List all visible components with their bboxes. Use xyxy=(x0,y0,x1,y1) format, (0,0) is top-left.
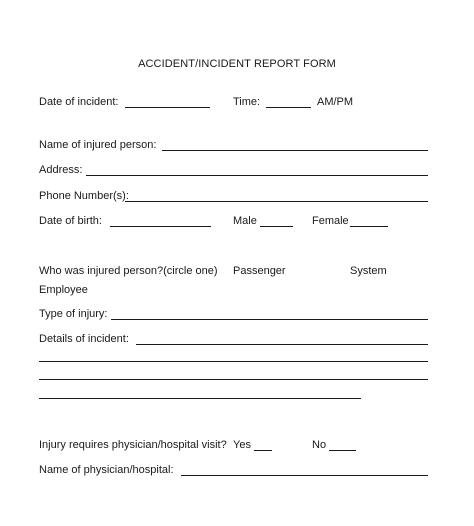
dob-field[interactable] xyxy=(110,226,211,227)
male-field[interactable] xyxy=(260,226,293,227)
date-of-incident-label: Date of incident: xyxy=(39,96,119,108)
details-field-line-1[interactable] xyxy=(136,344,428,345)
physician-name-label: Name of physician/hospital: xyxy=(39,464,174,476)
passenger-option[interactable]: Passenger xyxy=(233,265,286,277)
date-of-incident-field[interactable] xyxy=(125,107,210,108)
female-field[interactable] xyxy=(350,226,388,227)
female-label: Female xyxy=(312,215,349,227)
physician-name-field[interactable] xyxy=(181,475,428,476)
injury-type-field[interactable] xyxy=(111,319,428,320)
address-label: Address: xyxy=(39,164,83,176)
no-label: No xyxy=(312,439,327,451)
time-field[interactable] xyxy=(266,107,311,108)
male-label: Male xyxy=(233,215,257,227)
employee-option[interactable]: Employee xyxy=(39,284,88,296)
yes-label: Yes xyxy=(233,439,251,451)
who-injured-label: Who was injured person?(circle one) xyxy=(39,265,218,277)
injured-name-field[interactable] xyxy=(162,150,428,151)
address-field[interactable] xyxy=(86,175,428,176)
no-field[interactable] xyxy=(329,450,356,451)
details-field-line-4[interactable] xyxy=(39,398,361,399)
form-title: ACCIDENT/INCIDENT REPORT FORM xyxy=(138,58,336,70)
phone-field[interactable] xyxy=(125,201,428,202)
details-field-line-2[interactable] xyxy=(39,361,428,362)
yes-field[interactable] xyxy=(254,450,272,451)
am-pm-label: AM/PM xyxy=(317,96,354,108)
details-label: Details of incident: xyxy=(39,333,129,345)
injured-name-label: Name of injured person: xyxy=(39,139,157,151)
details-field-line-3[interactable] xyxy=(39,379,428,380)
physician-visit-label: Injury requires physician/hospital visit? xyxy=(39,439,227,451)
dob-label: Date of birth: xyxy=(39,215,102,227)
time-label: Time: xyxy=(233,96,261,108)
injury-type-label: Type of injury: xyxy=(39,308,108,320)
system-option[interactable]: System xyxy=(350,265,387,277)
phone-label: Phone Number(s): xyxy=(39,190,129,202)
